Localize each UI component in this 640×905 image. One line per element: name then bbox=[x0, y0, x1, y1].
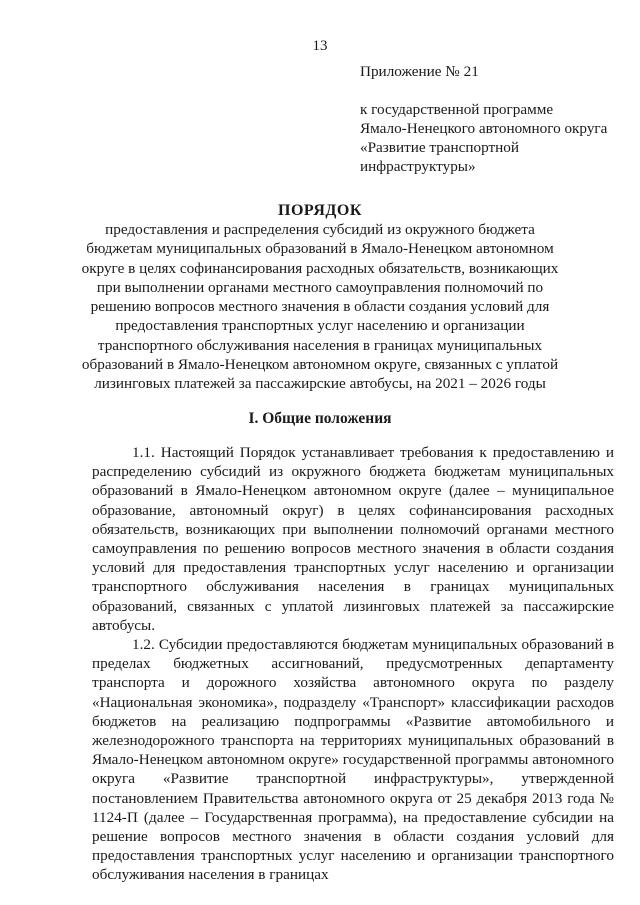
appendix-title: Приложение № 21 bbox=[360, 63, 479, 80]
paragraph-1-1: 1.1. Настоящий Порядок устанавливает требования к предоставлению и распределению субсидий из окружного бюджета бюджетам муниципальных образований в Ямало-Ненецком автономном округе (далее – муниципальное образование, автономный округ) в целях софинансирования расходных обязательств, возникающих при выполнении полномочий органами местного самоуправления по решению вопросов местного значения в области создания условий для предоставления транспортных услуг населению и организации транспортного обслуживания населения в границах муниципальных образований, связанных с уплатой лизинговых платежей за пассажирские автобусы. bbox=[92, 444, 614, 634]
document-subtitle: предоставления и распределения субсидий из окружного бюджета бюджетам муниципальных образований в Ямало-Ненецком автономном округе в целях софинансирования расходных обязательств, возникающих при выполнении органами местного самоуправления полномочий по решению вопросов местного значения в области создания условий для предоставления транспортных услуг населению и организации транспортного обслуживания населения в границах муниципальных образований в Ямало-Ненецком автономном округе, связанных с уплатой лизинговых платежей за пассажирские автобусы, на 2021 – 2026 годы bbox=[81, 221, 559, 393]
appendix-line: Ямало-Ненецкого автономного округа bbox=[360, 120, 608, 137]
appendix-line: к государственной программе bbox=[360, 101, 554, 118]
appendix-line: инфраструктуры» bbox=[360, 158, 476, 175]
appendix-line: «Развитие транспортной bbox=[360, 139, 520, 156]
section-body bbox=[92, 443, 614, 885]
paragraph-1-2: 1.2. Субсидии предоставляются бюджетам муниципальных образований в пределах бюджетных ассигнований, предусмотренных департаменту транспорта и дорожного хозяйства автономного округа по разделу «Национальная экономика», подразделу «Транспорт» классификации расходов бюджетов на реализацию подпрограммы «Развитие автомобильного и железнодорожного транспорта на территориях муниципальных образований в Ямало-Ненецком автономном округе» государственной программы автономного округа «Развитие транспортной инфраструктуры», утвержденной постановлением Правительства автономного округа от 25 декабря 2013 года № 1124-П (далее – Государственная программа), на предоставление субсидии на решение вопросов местного значения в области создания условий для предоставления транспортных услуг населению и организации транспортного обслуживания населения в границах bbox=[92, 636, 614, 884]
page-number: 13 bbox=[312, 38, 328, 54]
appendix-block bbox=[360, 62, 630, 176]
document-title: ПОРЯДОК bbox=[278, 202, 362, 219]
section-heading: I. Общие положения bbox=[248, 410, 392, 427]
